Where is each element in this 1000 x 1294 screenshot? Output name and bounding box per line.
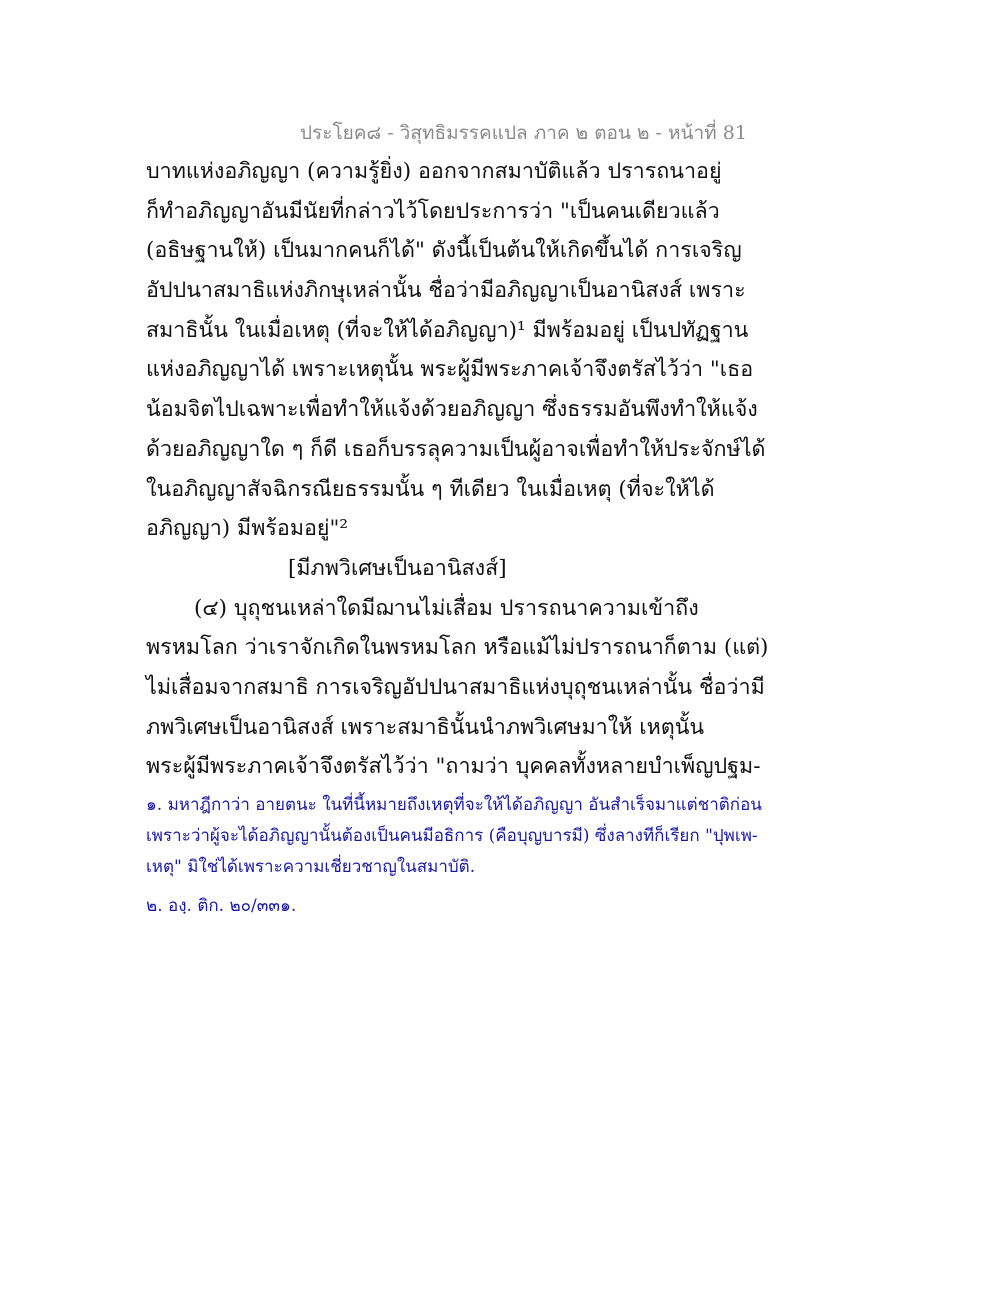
- body-line-6: แห่งอภิญญาได้ เพราะเหตุนั้น พระผู้มีพระภาคเจ้าจึงตรัสไว้ว่า "เธอ: [146, 357, 754, 383]
- footnote-1-line-2: เพราะว่าผู้จะได้อภิญญานั้นต้องเป็นคนมีอธิการ (คือบุญบารมี) ซึ่งลางทีก็เรียก "ปุพเพ-: [146, 826, 758, 846]
- footnotes: [146, 790, 786, 922]
- para2-line-4: ภพวิเศษเป็นอานิสงส์ เพราะสมาธินั้นนำภพวิเศษมาให้ เหตุนั้น: [146, 714, 705, 740]
- section-heading: [มีภพวิเศษเป็นอานิสงส์]: [288, 555, 507, 581]
- running-header: ประโยค๘ - วิสุทธิมรรคแปล ภาค ๒ ตอน ๒ - หน้าที่ 81: [300, 122, 747, 144]
- para2-line-5: พระผู้มีพระภาคเจ้าจึงตรัสไว้ว่า "ถามว่า บุคคลทั้งหลายบำเพ็ญปฐม-: [146, 754, 761, 780]
- body-line-2: ก็ทำอภิญญาอันมีนัยที่กล่าวไว้โดยประการว่า "เป็นคนเดียวแล้ว: [146, 198, 720, 224]
- para2-line-2: พรหมโลก ว่าเราจักเกิดในพรหมโลก หรือแม้ไม่ปรารถนาก็ตาม (แต่): [146, 635, 769, 661]
- para2-line-1: (๔) บุถุชนเหล่าใดมีฌานไม่เสื่อม ปรารถนาความเข้าถึง: [194, 595, 699, 621]
- body-line-10: อภิญญา) มีพร้อมอยู่"²: [146, 516, 349, 542]
- footnote-1-line-1: ๑. มหาฎีกาว่า อายตนะ ในที่นี้หมายถึงเหตุที่จะให้ได้อภิญญา อันสำเร็จมาแต่ชาติก่อน: [146, 795, 762, 815]
- body-text: [146, 152, 769, 787]
- body-line-3: (อธิษฐานให้) เป็นมากคนก็ได้" ดังนี้เป็นต้นให้เกิดขึ้นได้ การเจริญ: [146, 238, 742, 264]
- footnote-1-line-3: เหตุ" มิใช่ได้เพราะความเชี่ยวชาญในสมาบัติ.: [146, 857, 476, 877]
- body-line-5: สมาธินั้น ในเมื่อเหตุ (ที่จะให้ได้อภิญญา)¹ มีพร้อมอยู่ เป็นปทัฏฐาน: [146, 317, 749, 343]
- body-line-4: อัปปนาสมาธิแห่งภิกษุเหล่านั้น ชื่อว่ามีอภิญญาเป็นอานิสงส์ เพราะ: [146, 278, 746, 304]
- body-line-1: บาทแห่งอภิญญา (ความรู้ยิ่ง) ออกจากสมาบัติแล้ว ปรารถนาอยู่: [146, 159, 722, 184]
- footnote-2: ๒. องฺ. ติก. ๒๐/๓๓๑.: [146, 896, 297, 916]
- body-line-8: ด้วยอภิญญาใด ๆ ก็ดี เธอก็บรรลุความเป็นผู้อาจเพื่อทำให้ประจักษ์ได้: [146, 436, 766, 462]
- para2-line-3: ไม่เสื่อมจากสมาธิ การเจริญอัปปนาสมาธิแห่งบุถุชนเหล่านั้น ชื่อว่ามี: [146, 674, 765, 700]
- body-line-7: น้อมจิตไปเฉพาะเพื่อทำให้แจ้งด้วยอภิญญา ซึ่งธรรมอันพึงทำให้แจ้ง: [146, 397, 758, 423]
- body-line-9: ในอภิญญาสัจฉิกรณียธรรมนั้น ๆ ทีเดียว ในเมื่อเหตุ (ที่จะให้ได้: [146, 476, 715, 502]
